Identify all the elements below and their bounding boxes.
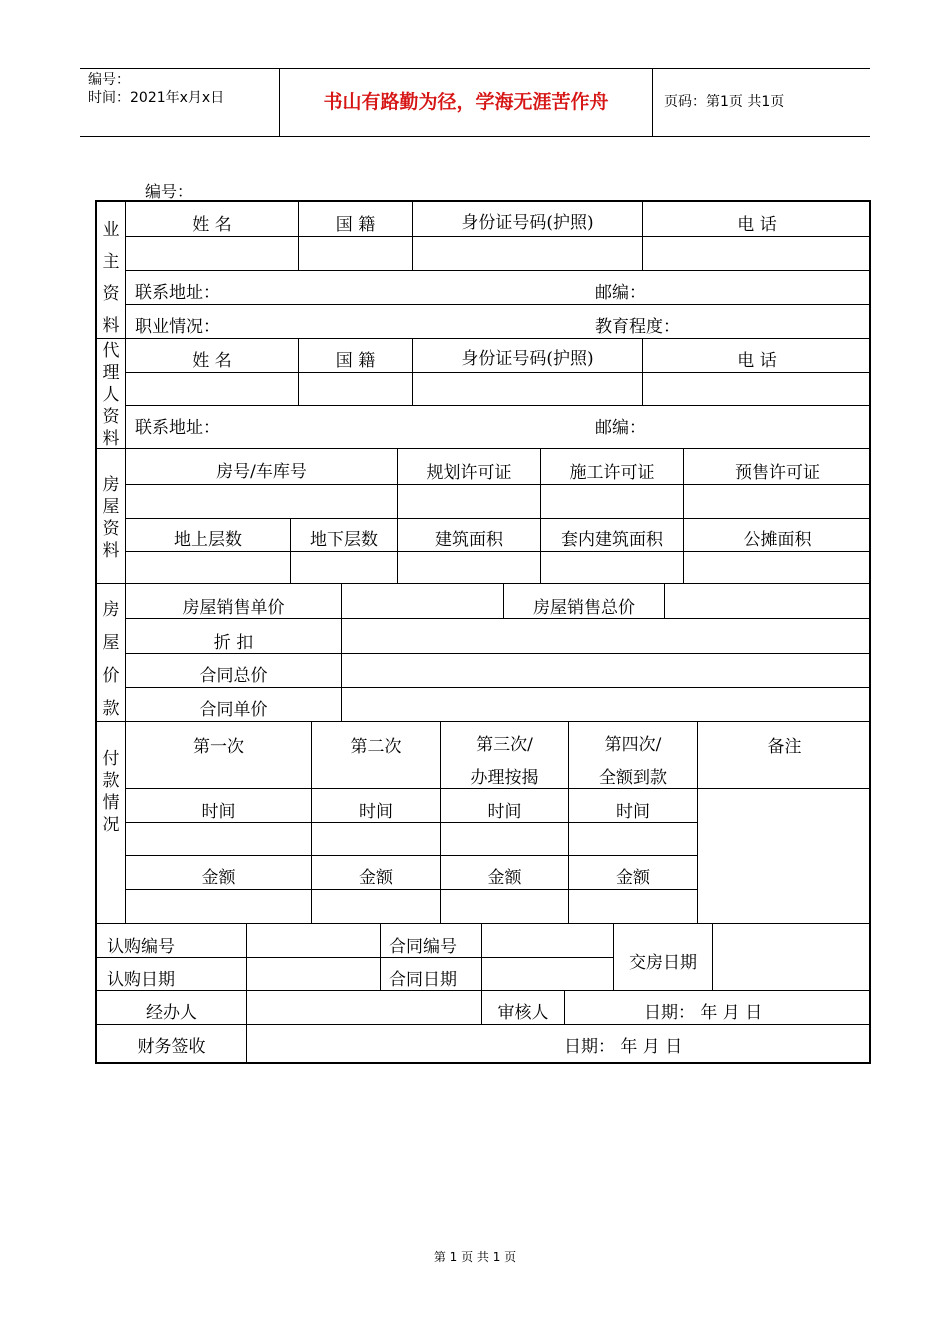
agent-section-label: 代 理 人 资 料 <box>102 341 120 449</box>
house-below-floors: 地下层数 <box>310 530 378 550</box>
owner-col-nationality: 国 籍 <box>335 215 376 235</box>
house-inner-area: 套内建筑面积 <box>561 530 663 550</box>
payment-second: 第二次 <box>350 737 402 757</box>
owner-col-id: 身份证号码(护照) <box>461 213 594 233</box>
payment-time-3: 时间 <box>487 802 522 822</box>
payment-amount-3: 金额 <box>487 868 522 888</box>
handover-date-label: 交房日期 <box>629 953 697 973</box>
agent-col-nationality: 国 籍 <box>335 351 376 371</box>
price-contract-total-label: 合同总价 <box>199 666 268 686</box>
payment-section-label: 付 款 情 况 <box>102 749 120 835</box>
review-date-label: 日期： 年 月 日 <box>644 1003 763 1023</box>
agent-col-name: 姓 名 <box>192 351 232 371</box>
payment-time-1: 时间 <box>201 802 236 822</box>
owner-education-label: 教育程度： <box>595 317 680 337</box>
house-building-area: 建筑面积 <box>435 530 503 550</box>
price-unit-label: 房屋销售单价 <box>182 598 285 618</box>
house-construction-permit: 施工许可证 <box>569 463 655 483</box>
price-section-label: 房 屋 价 款 <box>102 600 120 719</box>
payment-fourth-b: 全额到款 <box>599 768 667 788</box>
document-header <box>80 68 870 137</box>
owner-col-phone: 电 话 <box>737 215 777 235</box>
owner-postcode-label: 邮编： <box>595 283 646 303</box>
subscription-number-label: 认购编号 <box>107 937 175 957</box>
agent-address-label: 联系地址： <box>135 418 220 438</box>
handler-label: 经办人 <box>146 1003 197 1023</box>
payment-third-b: 办理按揭 <box>470 768 539 788</box>
owner-address-label: 联系地址： <box>135 283 220 303</box>
owner-occupation-label: 职业情况： <box>135 317 220 337</box>
owner-section-label: 业 主 资 料 <box>102 220 120 336</box>
header-meta <box>80 69 280 136</box>
header-page-info: 页码：第1页 共1页 <box>664 94 785 110</box>
owner-col-name: 姓 名 <box>192 215 232 235</box>
purchase-registration-form <box>95 200 871 1064</box>
house-shared-area: 公摊面积 <box>743 530 812 550</box>
house-section-label: 房 屋 资 料 <box>102 475 120 561</box>
payment-first: 第一次 <box>193 737 244 757</box>
payment-time-2: 时间 <box>359 802 393 822</box>
header-number-label: 编号： <box>88 72 130 88</box>
payment-amount-4: 金额 <box>616 868 650 888</box>
payment-amount-1: 金额 <box>201 868 236 888</box>
form-number-label: 编号： <box>145 182 194 201</box>
house-above-floors: 地上层数 <box>174 530 242 550</box>
payment-time-4: 时间 <box>616 802 650 822</box>
contract-date-label: 合同日期 <box>389 970 457 990</box>
payment-fourth-a: 第四次/ <box>604 735 662 755</box>
finance-date-label: 日期： 年 月 日 <box>564 1037 683 1057</box>
price-discount-label: 折 扣 <box>213 633 254 653</box>
finance-signoff-label: 财务签收 <box>137 1037 206 1057</box>
contract-number-label: 合同编号 <box>389 937 457 957</box>
price-contract-unit-label: 合同单价 <box>199 700 268 720</box>
payment-remark: 备注 <box>767 737 802 757</box>
reviewer-label: 审核人 <box>497 1003 549 1023</box>
house-room-no: 房号/车库号 <box>216 462 307 482</box>
subscription-date-label: 认购日期 <box>107 970 175 990</box>
payment-third-a: 第三次/ <box>476 735 533 755</box>
agent-col-id: 身份证号码(护照) <box>461 349 594 369</box>
agent-col-phone: 电 话 <box>737 351 777 371</box>
payment-amount-2: 金额 <box>359 868 393 888</box>
agent-postcode-label: 邮编： <box>595 418 646 438</box>
house-planning-permit: 规划许可证 <box>426 463 512 483</box>
price-total-label: 房屋销售总价 <box>533 598 635 618</box>
house-presale-permit: 预售许可证 <box>735 463 820 483</box>
page-footer: 第 1 页 共 1 页 <box>433 1250 517 1264</box>
header-motto: 书山有路勤为径，学海无涯苦作舟 <box>280 69 653 136</box>
header-time-label: 时间：2021年x月x日 <box>88 90 225 106</box>
